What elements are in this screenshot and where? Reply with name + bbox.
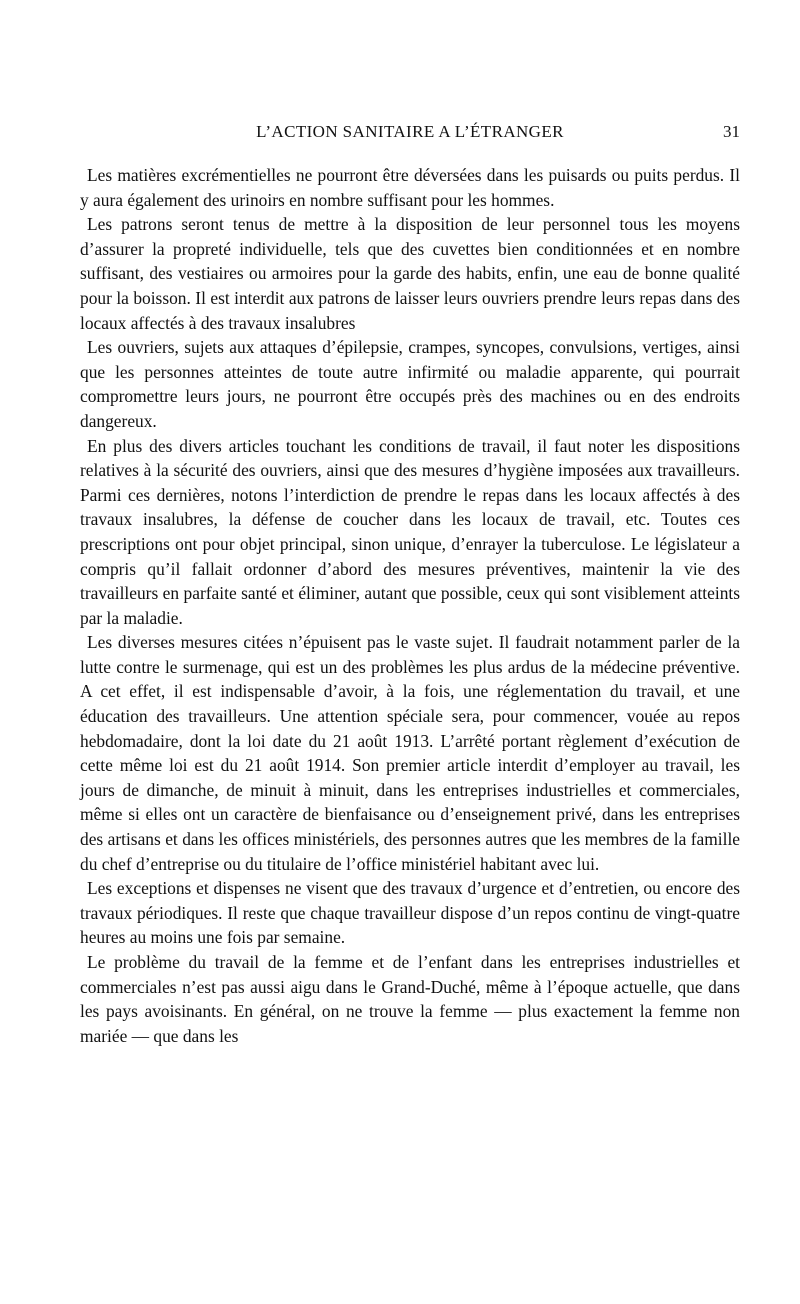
page-number: 31 [723,122,740,141]
running-title: L’ACTION SANITAIRE A L’ÉTRANGER [256,122,564,141]
paragraph: En plus des divers articles touchant les conditions de travail, il faut noter les dispositions relatives à la sécurité des ouvriers, ainsi que des mesures d’hygiène imposées aux travailleurs. Parmi ces dernières, notons l’interdiction de prendre le repas dans les locaux affectés à des travaux insalubres, la défense de coucher dans les locaux de travail, etc. Toutes ces prescriptions ont pour objet principal, sinon unique, d’enrayer la tuberculose. Le législateur a compris qu’il fallait ordonner d’abord des mesures préventives, maintenir la vie des travailleurs en parfaite santé et éliminer, autant que possible, ceux qui sont visiblement atteints par la maladie. [80,435,740,628]
paragraph: Les exceptions et dispenses ne visent que des travaux d’urgence et d’entretien, ou encore des travaux périodiques. Il reste que chaque travailleur dispose d’un repos continu de vingt-quatre heures au moins une fois par semaine. [80,878,740,948]
paragraph: Les diverses mesures citées n’épuisent pas le vaste sujet. Il faudrait notamment parler de la lutte contre le surmenage, qui est un des problèmes les plus ardus de la médecine préventive. A cet effet, il est indispensable d’avoir, à la fois, une réglementation du travail, et une éducation des travailleurs. Une attention spéciale sera, pour commencer, vouée au repos hebdomadaire, dont la loi date du 21 août 1913. L’arrêté portant règlement d’exécution de cette même loi est du 21 août 1914. Son premier article interdit d’employer au travail, les jours de dimanche, de minuit à minuit, dans les entreprises industrielles et commerciales, même si elles ont un caractère de bienfaisance ou d’enseignement privé, dans les entreprises des artisans et dans les offices ministériels, des personnes autres que les membres de la famille du chef d’entreprise ou du titulaire de l’office ministériel habitant avec lui. [80,632,740,874]
paragraph: Les patrons seront tenus de mettre à la disposition de leur personnel tous les moyens d’assurer la propreté individuelle, tels que des cuvettes bien conditionnées et en nombre suffisant, des vestiaires ou armoires pour la garde des habits, enfin, une eau de bonne qualité pour la boisson. Il est interdit aux patrons de laisser leurs ouvriers prendre leurs repas dans des locaux affectés à des travaux insalubres [80,214,740,333]
body-text [80,163,740,1048]
running-header [80,122,740,144]
paragraph: Les ouvriers, sujets aux attaques d’épilepsie, crampes, syncopes, convulsions, vertiges, ainsi que les personnes atteintes de toute autre infirmité ou maladie apparente, qui pourrait compromettre leurs jours, ne pourront être occupés près des machines ou en des endroits dangereux. [80,337,740,431]
paragraph: Les matières excrémentielles ne pourront être déversées dans les puisards ou puits perdus. Il y aura également des urinoirs en nombre suffisant pour les hommes. [80,165,740,210]
paragraph: Le problème du travail de la femme et de l’enfant dans les entreprises industrielles et commerciales n’est pas aussi aigu dans le Grand-Duché, même à l’époque actuelle, que dans les pays avoisinants. En général, on ne trouve la femme — plus exactement la femme non mariée — que dans les [80,952,740,1046]
